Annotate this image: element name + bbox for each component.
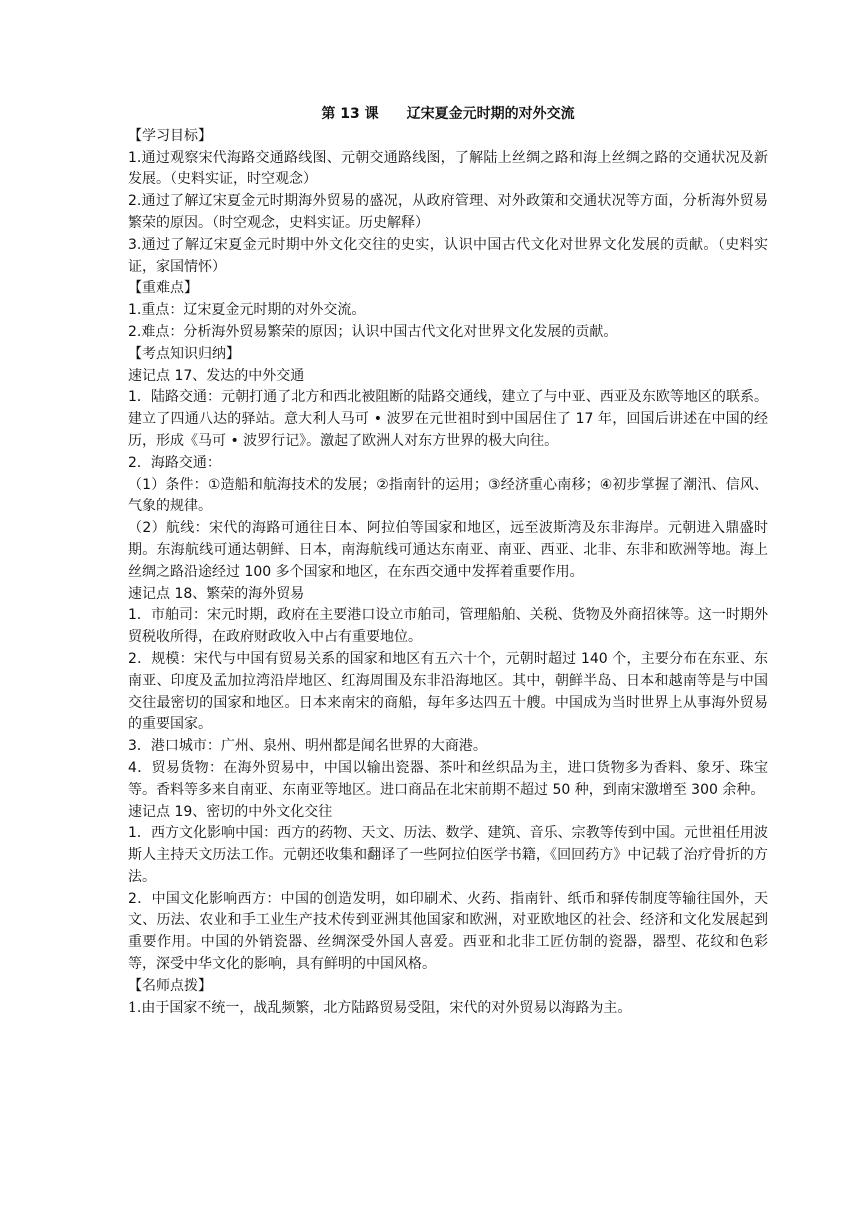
objective-1: 1.通过观察宋代海路交通路线图、元朝交通路线图，了解陆上丝绸之路和海上丝绸之路的交通状况及新发展。（史料实证，时空观念）	[128, 149, 768, 188]
sea-conditions-paragraph: （1）条件：①造船和航海技术的发展；②指南针的运用；③经济重心南移；④初步掌握了潮汛、信风、气象的规律。	[128, 476, 768, 515]
memo-point-18: 速记点 18、繁荣的海外贸易	[128, 585, 305, 602]
memo-point-17: 速记点 17、发达的中外交通	[128, 367, 305, 384]
key-point-difficulty: 2.难点：分析海外贸易繁荣的原因；认识中国古代文化对世界文化发展的贡献。	[128, 323, 618, 340]
key-point-focus: 1.重点：辽宋夏金元时期的对外交流。	[128, 302, 366, 319]
china-influence-paragraph: 2．中国文化影响西方：中国的创造发明，如印刷术、火药、指南针、纸币和驿传制度等输往国外，天文、历法、农业和手工业生产技术传到亚洲其他国家和欧洲，对亚欧地区的社会、经济和文化发展起到重要作用。中国的外销瓷器、丝绸深受外国人喜爱。西亚和北非工匠仿制的瓷器，器型、花纹和色彩等，深受中华文化的影响，具有鲜明的中国风格。	[128, 890, 768, 973]
maritime-office-paragraph: 1．市舶司：宋元时期，政府在主要港口设立市舶司，管理船舶、关税、货物及外商招徕等。这一时期外贸税收所得，在政府财政收入中占有重要地位。	[128, 607, 768, 646]
objective-2: 2.通过了解辽宋夏金元时期海外贸易的盛况，从政府管理、对外政策和交通状况等方面，分析海外贸易繁荣的原因。（时空观念，史料实证。历史解释）	[128, 193, 768, 231]
land-transport-paragraph: 1．陆路交通：元朝打通了北方和西北被阻断的陆路交通线，建立了与中亚、西亚及东欧等地区的联系。建立了四通八达的驿站。意大利人马可 • 波罗在元世祖时到中国居住了 17 年，回国后讲述在中国的经历，形成《马可 • 波罗行记》。激起了欧洲人对东方世界的极大向往。	[128, 389, 768, 449]
document-page	[128, 104, 768, 1019]
section-heading-knowledge: 【考点知识归纳】	[128, 345, 240, 362]
trade-scale-paragraph: 2．规模：宋代与中国有贸易关系的国家和地区有五六十个，元朝时超过 140 个，主要分布在东亚、东南亚、印度及孟加拉湾沿岸地区、红海周围及东非沿海地区。其中，朝鲜半岛、日本和越南等是与中国交往最密切的国家和地区。日本来南宋的商船，每年多达四五十艘。中国成为当时世界上从事海外贸易的重要国家。	[128, 650, 768, 733]
trade-goods-paragraph: 4．贸易货物：在海外贸易中，中国以输出瓷器、茶叶和丝织品为主，进口货物多为香料、象牙、珠宝等。香料等多来自南亚、东南亚等地区。进口商品在北宋前期不超过 50 种，到南宋激增至 300 余种。	[128, 759, 768, 798]
memo-point-19: 速记点 19、密切的中外文化交往	[128, 803, 333, 820]
section-heading-objectives: 【学习目标】	[128, 127, 212, 144]
sea-routes-paragraph: （2）航线：宋代的海路可通往日本、阿拉伯等国家和地区，远至波斯湾及东非海岸。元朝进入鼎盛时期。东海航线可通达朝鲜、日本，南海航线可通达东南亚、南亚、西亚、北非、东非和欧洲等地。海上丝绸之路沿途经过 100 多个国家和地区，在东西交通中发挥着重要作用。	[128, 520, 768, 580]
teacher-tip-1: 1.由于国家不统一，战乱频繁，北方陆路贸易受阻，宋代的对外贸易以海路为主。	[128, 999, 632, 1016]
objective-3: 3.通过了解辽宋夏金元时期中外文化交往的史实，认识中国古代文化对世界文化发展的贡献。（史料实证，家国情怀）	[128, 236, 768, 275]
west-influence-paragraph: 1．西方文化影响中国：西方的药物、天文、历法、数学、建筑、音乐、宗教等传到中国。元世祖任用波斯人主持天文历法工作。元朝还收集和翻译了一些阿拉伯医学书籍，《回回药方》中记载了治疗骨折的方法。	[128, 825, 768, 885]
section-heading-key-points: 【重难点】	[128, 280, 198, 297]
port-cities-paragraph: 3．港口城市：广州、泉州、明州都是闻名世界的大商港。	[128, 738, 487, 755]
lesson-title: 第 13 课 辽宋夏金元时期的对外交流	[321, 106, 575, 122]
sea-transport-heading: 2．海路交通：	[128, 454, 221, 471]
section-heading-teacher-tips: 【名师点拨】	[128, 977, 212, 994]
